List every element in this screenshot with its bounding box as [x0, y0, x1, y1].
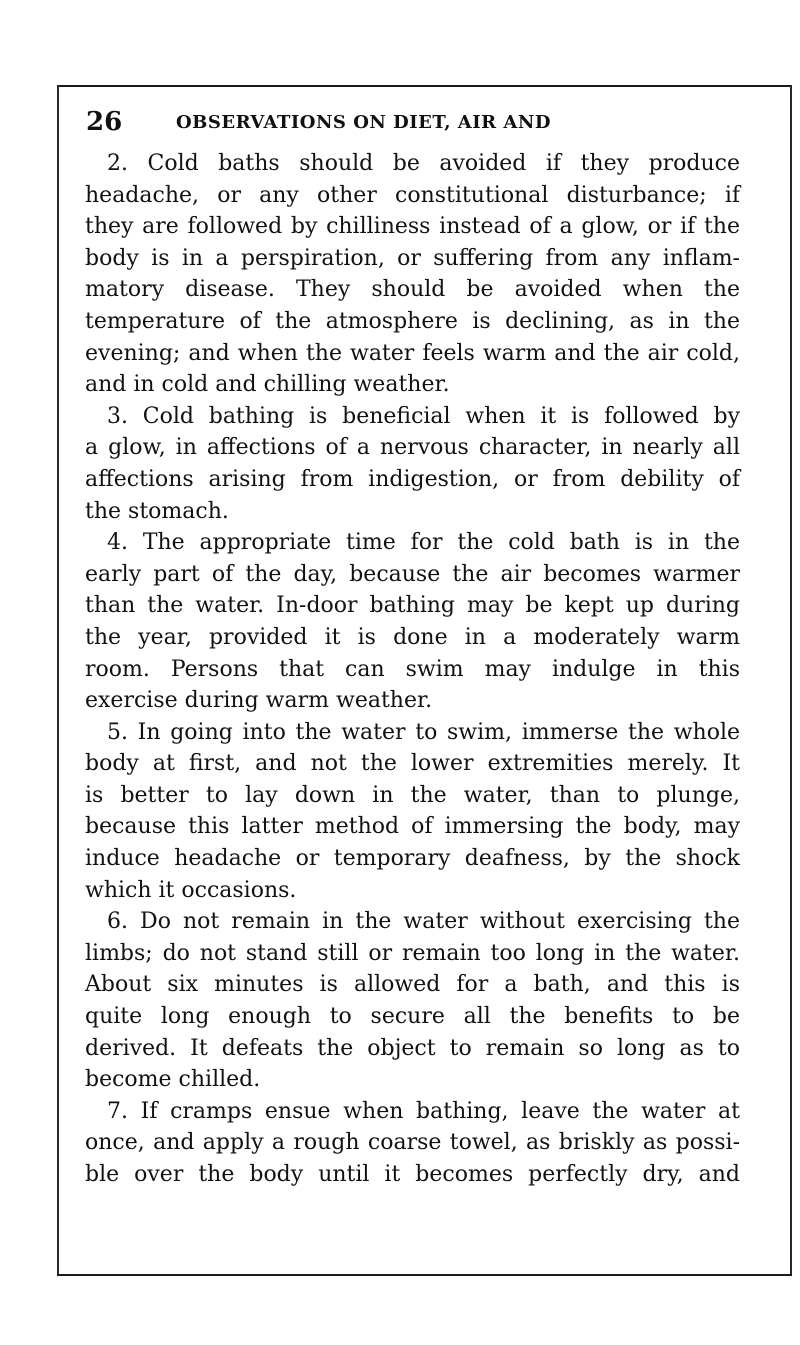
text-line: body is in a perspiration, or suffering from any inflam-: [85, 245, 740, 271]
text-line: 5. In going into the water to swim, immerse the whole: [107, 719, 740, 745]
paragraph-2: [85, 148, 740, 401]
text-line: derived. It defeats the object to remain so long as to: [85, 1035, 740, 1061]
text-line: is better to lay down in the water, than to plunge,: [85, 782, 740, 808]
text-line: and in cold and chilling weather.: [85, 372, 450, 398]
text-line: once, and apply a rough coarse towel, as briskly as possi-: [85, 1130, 740, 1156]
text-line: 4. The appropriate time for the cold bath is in the: [107, 530, 740, 556]
text-line: evening; and when the water feels warm and the air cold,: [85, 340, 740, 366]
text-line: early part of the day, because the air becomes warmer: [85, 561, 740, 587]
text-line: temperature of the atmosphere is declining, as in the: [85, 308, 740, 334]
text-line: a glow, in affections of a nervous character, in nearly all: [85, 435, 740, 461]
body-text: [85, 148, 740, 1191]
text-line: About six minutes is allowed for a bath, and this is: [85, 972, 740, 998]
text-line: body at first, and not the lower extremities merely. It: [85, 751, 740, 777]
text-line: the year, provided it is done in a moderately warm: [85, 624, 740, 650]
text-line: matory disease. They should be avoided when the: [85, 277, 740, 303]
text-line: affections arising from indigestion, or from debility of: [85, 466, 740, 492]
page-border-left: [57, 85, 59, 1276]
paragraph-7: [85, 1096, 740, 1191]
text-line: 2. Cold baths should be avoided if they produce: [107, 151, 740, 176]
paragraph-5: [85, 717, 740, 907]
paragraph-6: [85, 906, 740, 1096]
text-line: become chilled.: [85, 1067, 261, 1093]
paragraph-4: [85, 527, 740, 717]
text-line: they are followed by chilliness instead of a glow, or if the: [85, 214, 740, 240]
running-head: OBSERVATIONS ON DIET, AIR AND: [176, 112, 551, 133]
page-border-right: [790, 85, 792, 1276]
text-line: room. Persons that can swim may indulge in this: [85, 656, 740, 682]
text-line: induce headache or temporary deafness, by the shock: [85, 846, 740, 872]
page-border-top: [57, 85, 792, 87]
text-line: because this latter method of immersing the body, may: [85, 814, 740, 840]
text-line: headache, or any other constitutional disturbance; if: [85, 182, 740, 208]
text-line: 7. If cramps ensue when bathing, leave the water at: [107, 1098, 740, 1124]
text-line: quite long enough to secure all the benefits to be: [85, 1004, 740, 1030]
text-line: the stomach.: [85, 498, 229, 524]
text-line: 3. Cold bathing is beneficial when it is followed by: [107, 403, 740, 429]
text-line: ble over the body until it becomes perfectly dry, and: [85, 1162, 740, 1187]
page-number: 26: [86, 107, 123, 137]
text-line: than the water. In-door bathing may be kept up during: [85, 593, 740, 619]
text-line: which it occasions.: [85, 877, 297, 903]
text-line: 6. Do not remain in the water without exercising the: [107, 909, 740, 935]
paragraph-3: [85, 401, 740, 527]
text-line: limbs; do not stand still or remain too long in the water.: [85, 940, 740, 966]
page-border-bottom: [57, 1274, 792, 1276]
page-header: [86, 107, 726, 137]
text-line: exercise during warm weather.: [85, 688, 433, 714]
